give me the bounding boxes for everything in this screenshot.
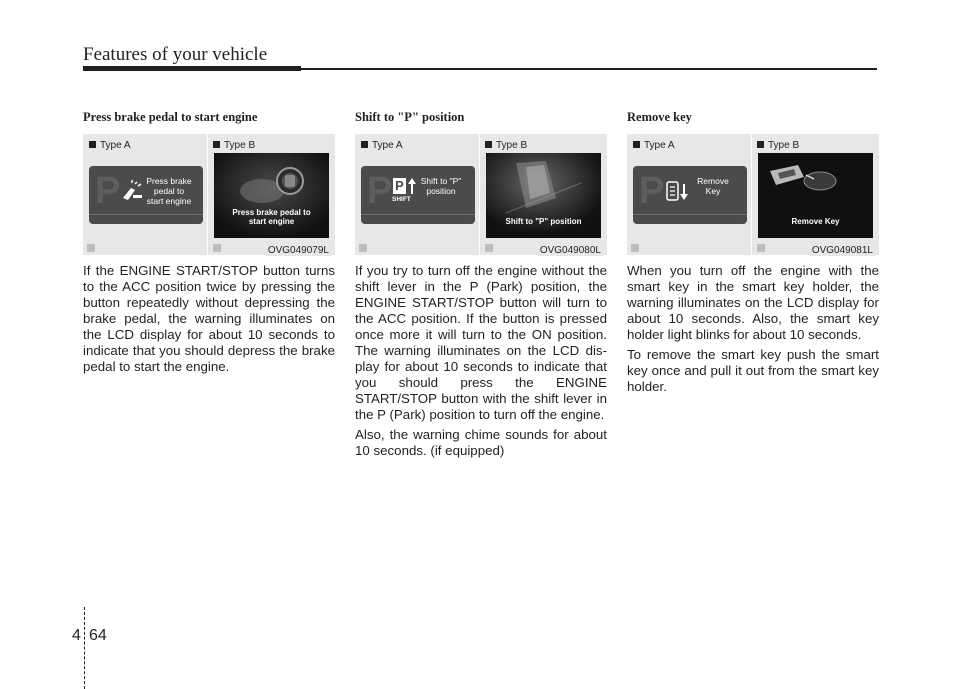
type-a-text: Type A — [644, 140, 675, 151]
section-heading: Shift to "P" position — [355, 110, 465, 124]
footer-dashed-divider — [84, 607, 85, 689]
figure-remove-key — [627, 134, 879, 255]
paragraph: Also, the warning chime sounds for about 10 seconds. (if equipped) — [355, 427, 607, 458]
type-b-text: Type B — [224, 140, 256, 151]
figure-code: OVG049079L — [267, 245, 329, 256]
p-watermark: P — [639, 170, 665, 212]
figure-type-a-label — [633, 140, 675, 151]
section-body — [355, 263, 607, 459]
header-rule-thin — [301, 68, 877, 70]
corner-mark — [631, 244, 639, 252]
type-a-text: Type A — [100, 140, 131, 151]
figure-divider — [479, 134, 480, 255]
type-b-text: Type B — [768, 140, 800, 151]
photo-type-b — [214, 153, 329, 238]
section-remove-key — [627, 110, 879, 399]
p-watermark: P — [95, 170, 121, 212]
corner-mark — [485, 244, 493, 252]
display-stripe — [89, 214, 203, 215]
figure-shift-to-p — [355, 134, 607, 255]
bullet-square-icon — [633, 141, 640, 148]
corner-mark — [87, 244, 95, 252]
bullet-square-icon — [213, 141, 220, 148]
figure-type-a-label — [361, 140, 403, 151]
corner-mark — [213, 244, 221, 252]
bullet-square-icon — [361, 141, 368, 148]
figure-type-b-label — [213, 140, 255, 151]
section-brake-pedal — [83, 110, 335, 379]
section-shift-to-p — [355, 110, 607, 463]
photo-message: Shift to "P" position — [505, 217, 582, 226]
footer-page-number: 64 — [89, 627, 107, 644]
shift-p-icon: P SHIFT — [393, 178, 415, 208]
lcd-message: Remove Key — [697, 176, 729, 196]
figure-divider — [207, 134, 208, 255]
bullet-square-icon — [757, 141, 764, 148]
corner-mark — [359, 244, 367, 252]
type-a-text: Type A — [372, 140, 403, 151]
display-stripe — [633, 214, 747, 215]
section-heading: Press brake pedal to start engine — [83, 110, 258, 124]
type-b-text: Type B — [496, 140, 528, 151]
bullet-square-icon — [89, 141, 96, 148]
photo-type-b — [486, 153, 601, 238]
paragraph: If you try to turn off the engine without the shift lever in the P (Park) position, the ENGINE START/STOP button will turn to the ACC position. If the button is pressed once more it will turn to the ON position. The warning illuminates on the LCD dis-play for about 10 seconds to indicate that you should press the ENGINE START/STOP button with the shift lever in the P (Park) position to turn off the engine. — [355, 263, 607, 422]
lcd-message: Press brake pedal to start engine — [146, 176, 192, 206]
paragraph: When you turn off the engine with the smart key in the smart key holder, the warning illuminates on the LCD display for about 10 seconds. Also, the smart key holder light blinks for about 10 seconds. — [627, 263, 879, 342]
photo-message: Remove Key — [791, 217, 840, 226]
figure-divider — [751, 134, 752, 255]
figure-brake-pedal — [83, 134, 335, 255]
photo-message: Press brake pedal to start engine — [232, 208, 311, 226]
figure-code: OVG049081L — [811, 245, 873, 256]
paragraph: To remove the smart key push the smart key once and pull it out from the smart key holder. — [627, 347, 879, 394]
figure-type-b-label — [485, 140, 527, 151]
lcd-display-type-a — [633, 166, 747, 224]
footer-chapter-number: 4 — [72, 627, 81, 644]
section-body — [627, 263, 879, 395]
shift-label: SHIFT — [392, 196, 411, 203]
paragraph: If the ENGINE START/STOP button turns to the ACC position twice by pressing the button repeatedly without depressing the brake pedal, the warning illuminates on the LCD display for about 10 seconds to indicate that you should depress the brake pedal to start the engine. — [83, 263, 335, 374]
lcd-message: Shift to "P" position — [420, 176, 462, 196]
lcd-display-type-a — [89, 166, 203, 224]
bullet-square-icon — [485, 141, 492, 148]
figure-type-b-label — [757, 140, 799, 151]
page-header-title: Features of your vehicle — [83, 44, 268, 65]
figure-code: OVG049080L — [539, 245, 601, 256]
section-body — [83, 263, 335, 375]
section-heading: Remove key — [627, 110, 692, 124]
p-watermark: P — [367, 170, 393, 212]
figure-type-a-label — [89, 140, 131, 151]
photo-type-b — [758, 153, 873, 238]
corner-mark — [757, 244, 765, 252]
lcd-display-type-a — [361, 166, 475, 224]
header-rule-thick — [83, 66, 301, 71]
display-stripe — [361, 214, 475, 215]
